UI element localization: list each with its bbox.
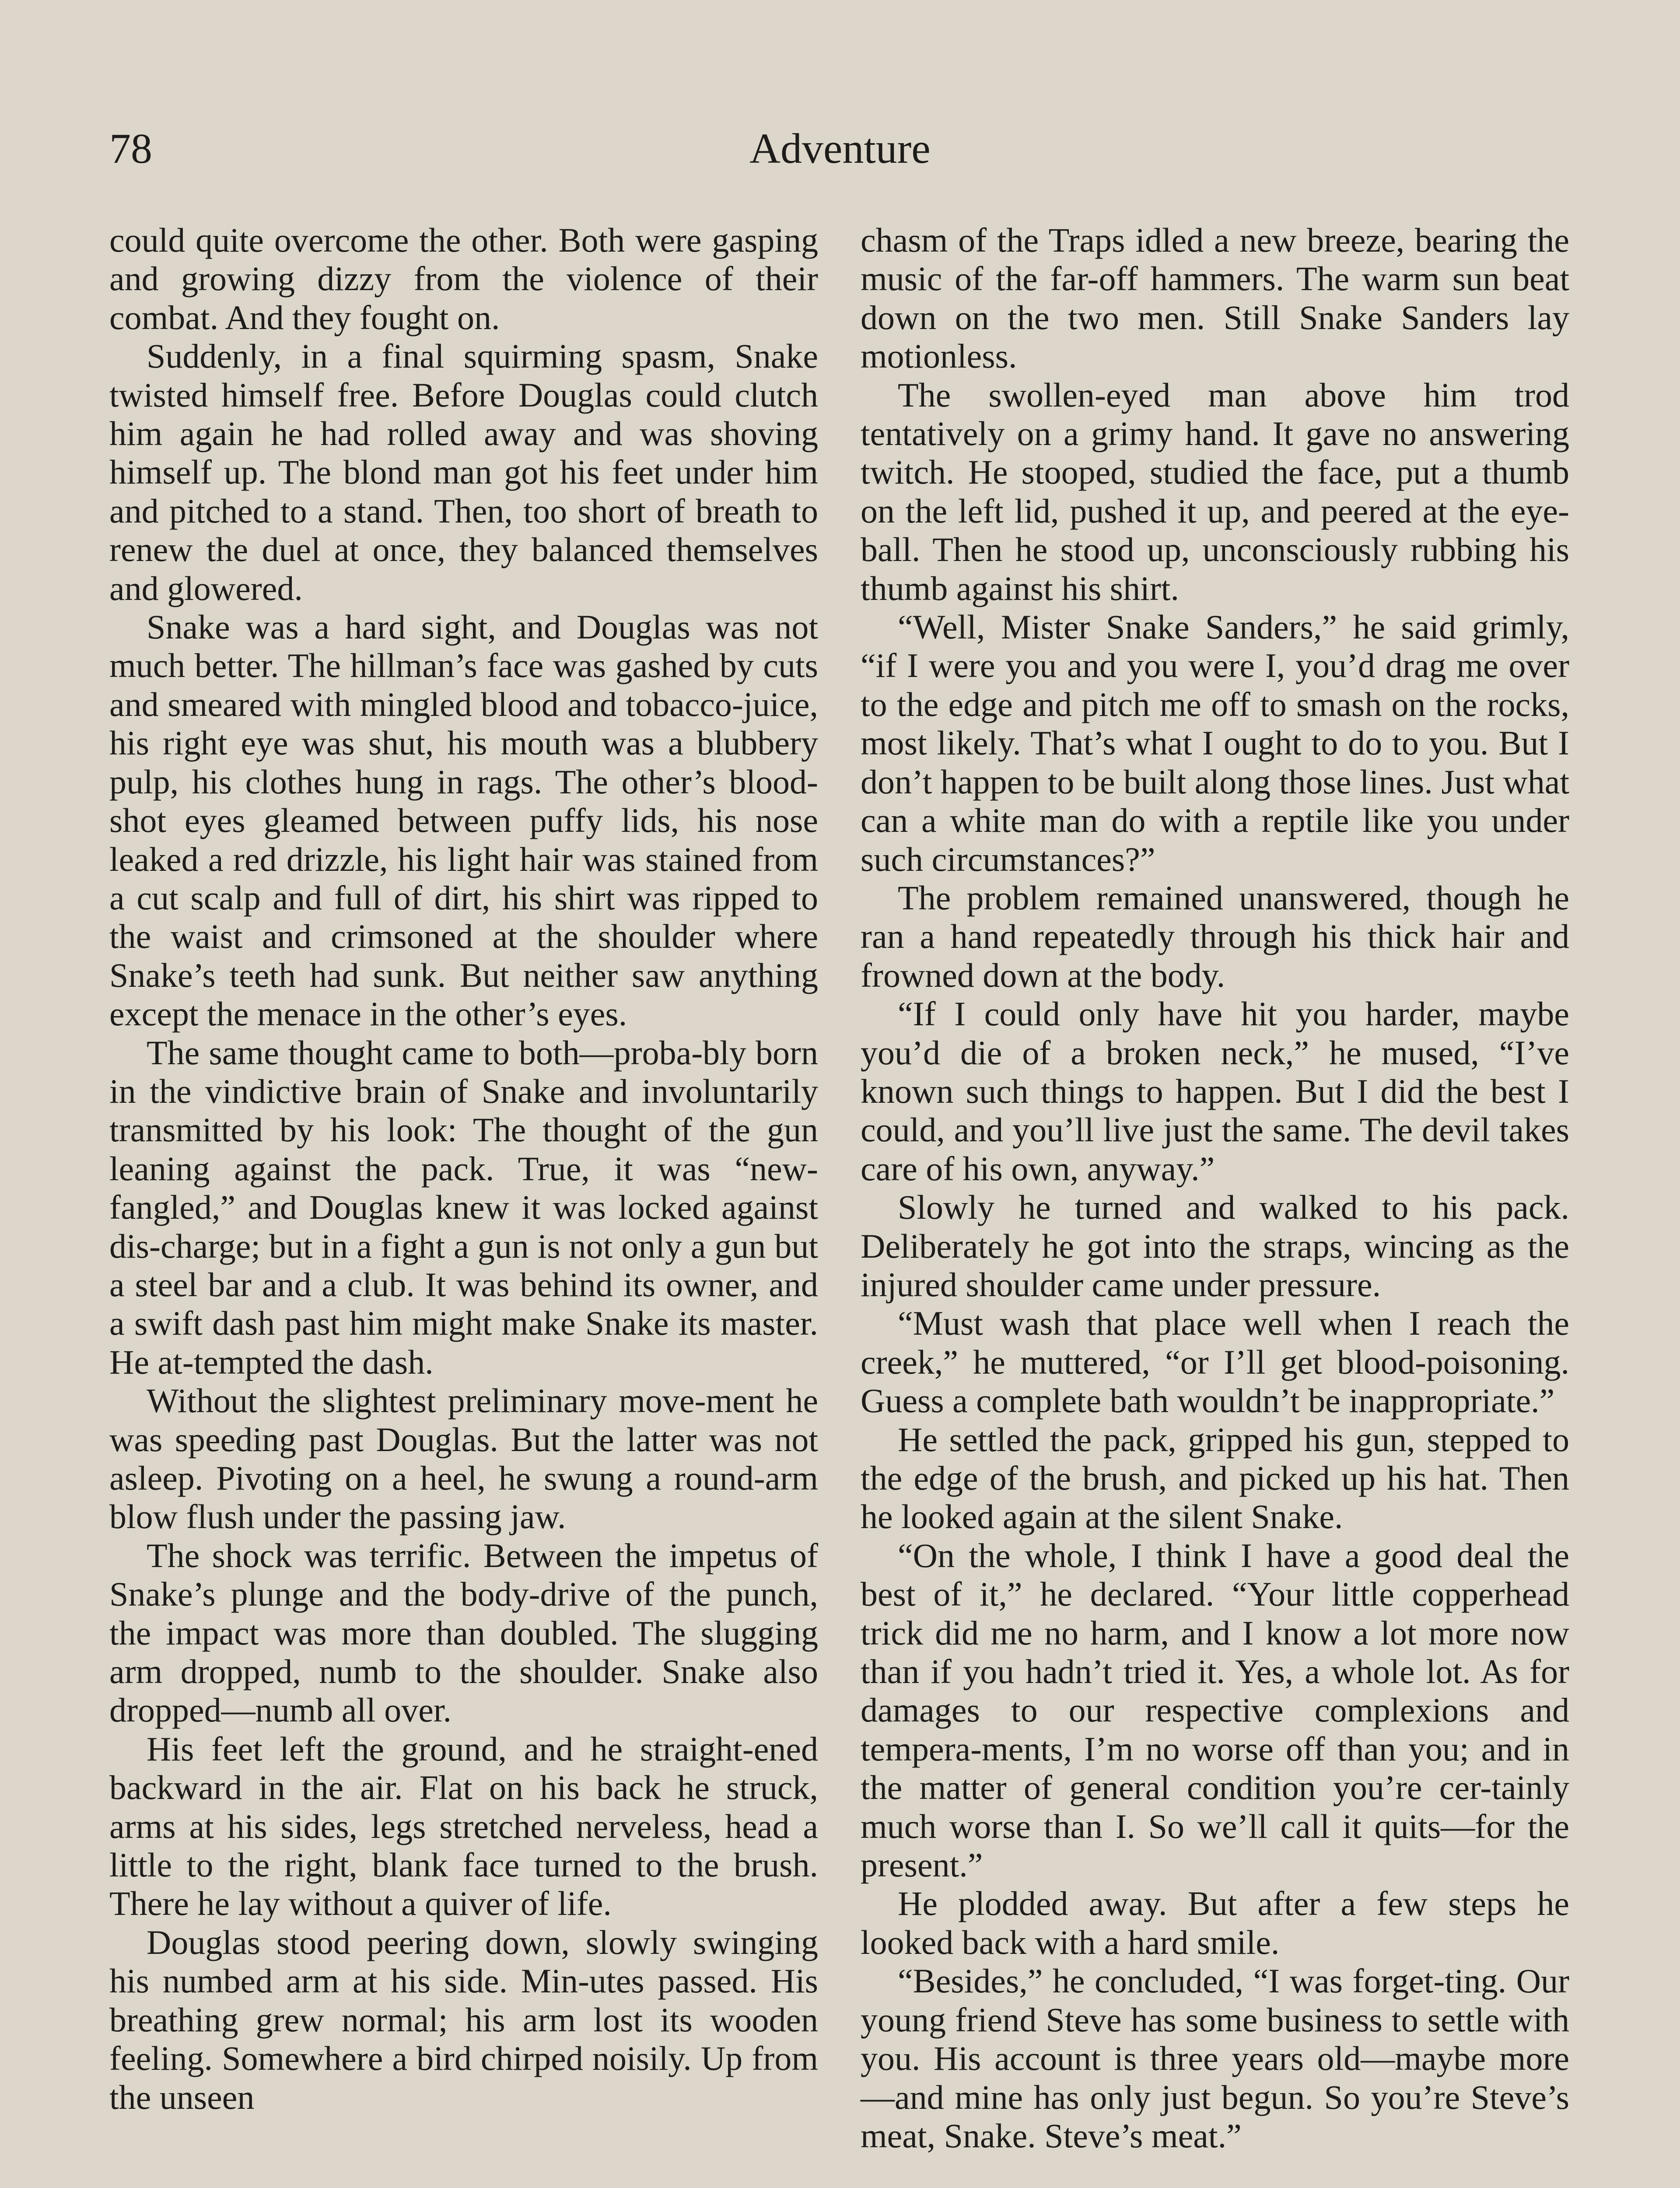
page-number: 78 [109,125,152,172]
paragraph: The problem remained unanswered, though he ran a hand repeatedly through his thick hair and frowned down at the body. [861,878,1569,994]
paragraph: Suddenly, in a final squirming spasm, Snake twisted himself free. Before Douglas could clutch him again he had rolled away and was shoving himself up. The blond man got his feet under him and pitched to a stand. Then, too short of breath to renew the duel at once, they balanced themselves and glowered. [109,337,818,607]
paragraph: “On the whole, I think I have a good deal the best of it,” he declared. “Your little copperhead trick did me no harm, and I know a lot more now than if you hadn’t tried it. Yes, a whole lot. As for damages to our respective complexions and tempera-ments, I’m no worse off than you; and in the matter of general condition you’re cer-tainly much worse than I. So we’ll call it quits—for the present.” [861,1536,1569,1884]
page-header [109,123,1571,175]
right-text-column [861,221,1569,2155]
paragraph: Douglas stood peering down, slowly swinging his numbed arm at his side. Min-utes passed. His breathing grew normal; his arm lost its wooden feeling. Somewhere a bird chirped noisily. Up from the unseen [109,1923,818,2116]
paragraph: “Well, Mister Snake Sanders,” he said grimly, “if I were you and you were I, you’d drag me over to the edge and pitch me off to smash on the rocks, most likely. That’s what I ought to do to you. But I don’t happen to be built along those lines. Just what can a white man do with a reptile like you under such circumstances?” [861,608,1569,878]
paragraph: The swollen-eyed man above him trod tentatively on a grimy hand. It gave no answering twitch. He stooped, studied the face, put a thumb on the left lid, pushed it up, and peered at the eye-ball. Then he stood up, unconsciously rubbing his thumb against his shirt. [861,375,1569,607]
paragraph: The same thought came to both—proba-bly born in the vindictive brain of Snake and involuntarily transmitted by his look: The thought of the gun leaning against the pack. True, it was “new-fangled,” and Douglas knew it was locked against dis-charge; but in a fight a gun is not only a gun but a steel bar and a club. It was behind its owner, and a swift dash past him might make Snake its master. He at-tempted the dash. [109,1033,818,1381]
paragraph: The shock was terrific. Between the impetus of Snake’s plunge and the body-drive of the punch, the impact was more than doubled. The slugging arm dropped, numb to the shoulder. Snake also dropped—numb all over. [109,1536,818,1729]
paragraph: “Besides,” he concluded, “I was forget-ting. Our young friend Steve has some business to settle with you. His account is three years old—maybe more—and mine has only just begun. So you’re Steve’s meat, Snake. Steve’s meat.” [861,1962,1569,2155]
paragraph: His feet left the ground, and he straight-ened backward in the air. Flat on his back he struck, arms at his sides, legs stretched nerveless, head a little to the right, blank face turned to the brush. There he lay without a quiver of life. [109,1729,818,1923]
left-text-column [109,221,818,2117]
running-head-title: Adventure [749,125,931,172]
paragraph: “Must wash that place well when I reach the creek,” he muttered, “or I’ll get blood-poisoning. Guess a complete bath wouldn’t be inappropriate.” [861,1304,1569,1420]
paragraph: could quite overcome the other. Both were gasping and growing dizzy from the violence of their combat. And they fought on. [109,221,818,337]
paragraph: chasm of the Traps idled a new breeze, bearing the music of the far-off hammers. The warm sun beat down on the two men. Still Snake Sanders lay motionless. [861,221,1569,375]
paragraph: He settled the pack, gripped his gun, stepped to the edge of the brush, and picked up his hat. Then he looked again at the silent Snake. [861,1420,1569,1536]
paragraph: Without the slightest preliminary move-ment he was speeding past Douglas. But the latter was not asleep. Pivoting on a heel, he swung a round-arm blow flush under the passing jaw. [109,1382,818,1536]
paragraph: Slowly he turned and walked to his pack. Deliberately he got into the straps, wincing as the injured shoulder came under pressure. [861,1188,1569,1304]
paragraph: He plodded away. But after a few steps he looked back with a hard smile. [861,1884,1569,1961]
paragraph: “If I could only have hit you harder, maybe you’d die of a broken neck,” he mused, “I’ve known such things to happen. But I did the best I could, and you’ll live just the same. The devil takes care of his own, anyway.” [861,995,1569,1188]
paragraph: Snake was a hard sight, and Douglas was not much better. The hillman’s face was gashed by cuts and smeared with mingled blood and tobacco-juice, his right eye was shut, his mouth was a blubbery pulp, his clothes hung in rags. The other’s blood-shot eyes gleamed between puffy lids, his nose leaked a red drizzle, his light hair was stained from a cut scalp and full of dirt, his shirt was ripped to the waist and crimsoned at the shoulder where Snake’s teeth had sunk. But neither saw anything except the menace in the other’s eyes. [109,608,818,1033]
